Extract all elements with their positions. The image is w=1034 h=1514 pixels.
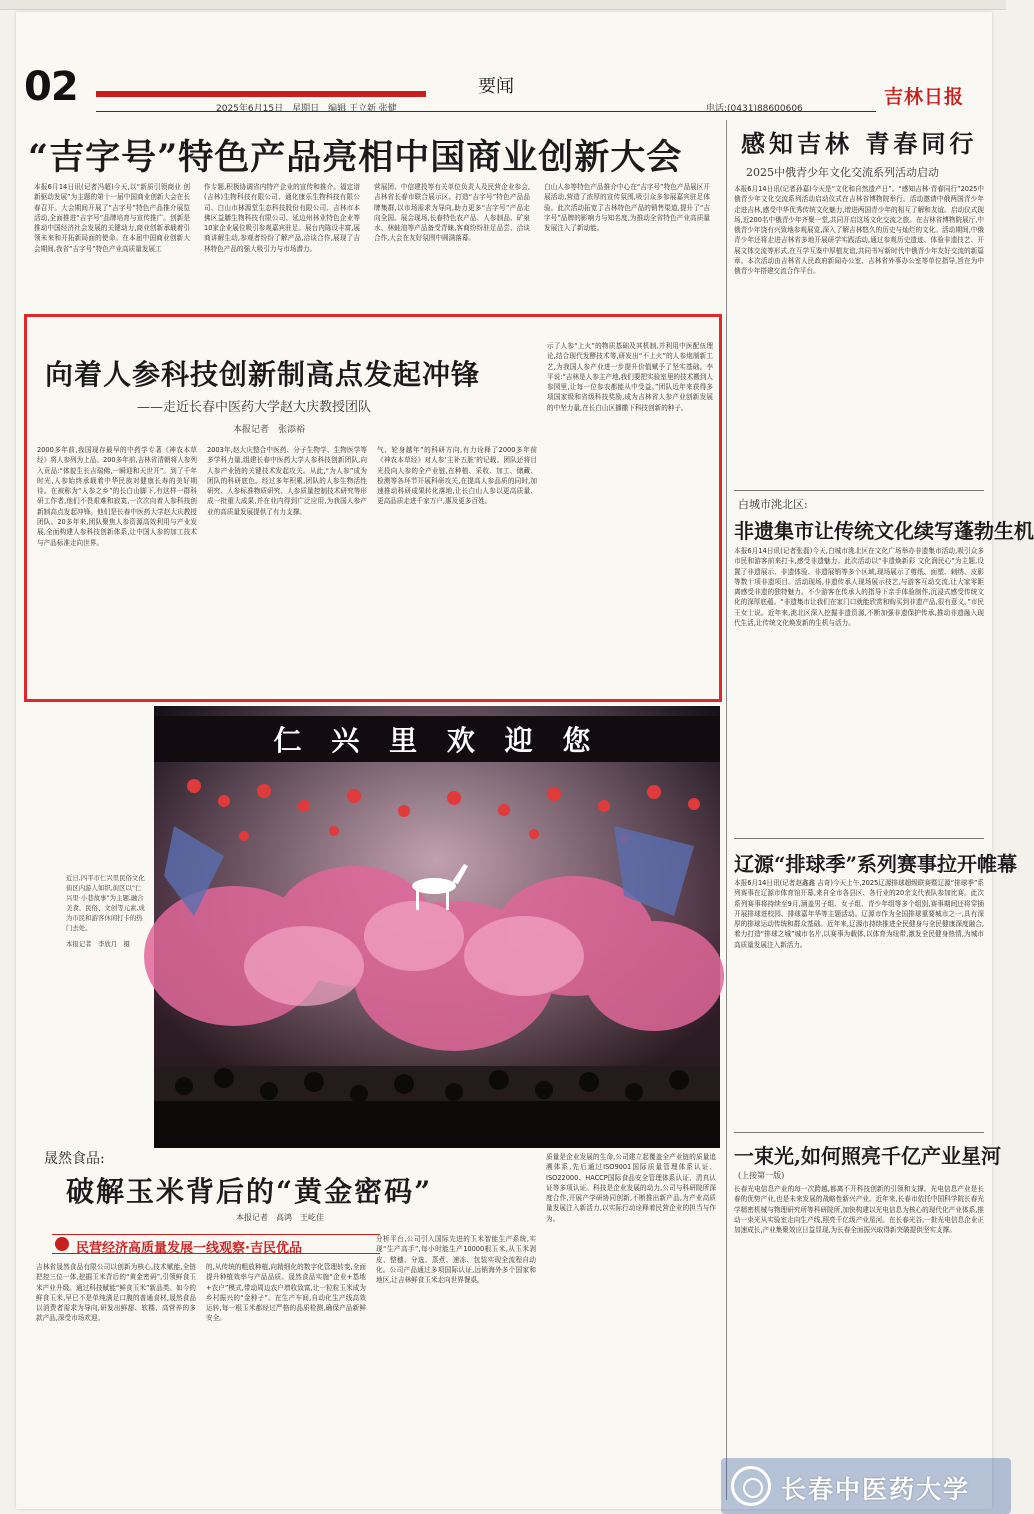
right-article-2-body: 本报6月14日讯(记者张磊)今天,白城市洮北区在文化广场举办非遗集市活动,吸引众多市民和游客前来打卡,感受非遗魅力。此次活动以“非遗焕新彩 文化润民心”为主题,设置了非遗展示、非遗体验、非遗展销等多个区域,现场展示了剪纸、面塑、刺绣、皮影等数十项非遗项目。活动现场,非遗传承人现场展示技艺,与游客互动交流,让大家零距离感受非遗的独特魅力。不少游客在传承人的指导下亲手体验制作,沉浸式感受传统文化的深厚底蕴。“非遗集市让我们在家门口就能欣赏和购买到非遗产品,很有意义。”市民王女士说。近年来,洮北区深入挖掘非遗资源,不断加强非遗保护传承,推动非遗融入现代生活,让传统文化焕发新的生机与活力。 <box>734 547 984 628</box>
lead-headline: “吉字号”特色产品亮相中国商业创新大会 <box>28 137 683 178</box>
column-banner <box>52 1234 380 1254</box>
right-article-3-body: 本报6月14日讯(记者赵鑫鑫 吉奇)今天上午,2025辽源排球超级联赛暨辽源“排球季”系列赛事在辽源市体育馆开幕,来自全市各县区、各行业的20余支代表队参加比赛。此次系列赛事将持续至9月,涵盖男子组、女子组、青少年组等多个组别,赛事期间还将穿插开展排球进校园、排球嘉年华等主题活动。辽源市作为全国排球重要城市之一,具有深厚的排球运动传统和群众基础。近年来,辽源市持续推进全民健身与全民健康深度融合,着力打造“排球之城”城市名片,以赛事为载体,以体育为纽带,激发全民健身热情,为城市高质量发展注入新活力。 <box>734 879 984 949</box>
university-seal-icon <box>731 1466 771 1506</box>
right-article-1-headline: 感知吉林 青春同行 <box>741 129 978 158</box>
lead-column-4: 白山人参等特色产品推介中心在“吉字号”特色产品展区开展活动,营造了浓厚的宣传氛围,吸引众多参展嘉宾驻足体验。此次活动拓宽了吉林特色产品的销售渠道,提升了“吉字号”品牌的影响力与知名度,为推动全省特色产业高质量发展注入了新动能。 <box>544 183 710 233</box>
bottom-byline: 本报记者 高鸿 王屹佳 <box>236 1213 324 1222</box>
bottom-column-1: 吉林省晟然食品有限公司以创新为核心,技术赋能,全链把控三位一体,挖掘玉米背后的“黄金密码”,引领鲜食玉米产业升级。通过科技赋能“鲜食玉米”新品类。如今的鲜食玉米,早已不是单纯满足口腹的普通食材,晟然食品以消费者需求为导向,研发出鲜甜、软糯、高营养的多款产品,深受市场欢迎。 <box>36 1263 196 1323</box>
banner-logo-icon <box>55 1237 69 1251</box>
right-article-3-headline: 辽源“排球季”系列赛事拉开帷幕 <box>734 852 1018 876</box>
feature-column-4: 示了人参“上火”的物质基础及其机制,并利用中医配伍理论,结合现代发酵技术等,研发出“不上火”的人参炮制新工艺,为我国人参产业进一步提升价值赋予了坚实基础。李平说:“吉林是人参主产地,我们要把实验室里的技术搬到人参园里,让每一位参农都能从中受益。”团队近年来获得多项国家级和省级科技奖励,成为吉林省人参产业创新发展的中坚力量,在长白山区播撒下科技创新的种子。 <box>547 342 713 412</box>
lead-column-2: 作专题,积极协调省内特产企业的宣传和推介。福定谱(吉林)生物科技有限公司、通化康乐生物科技有限公司、白山市林源堂生态科技股份有限公司、吉林市本佛区益膳生物科技有限公司、延边州林业特色企业等10家企业展位吸引参观嘉宾驻足。展台内陈设丰富,展商讲解生动,参观者纷纷了解产品,洽谈合作,展现了吉林特色产品的强大吸引力与市场潜力。 <box>204 183 360 253</box>
highlighted-article-frame <box>24 314 722 702</box>
lead-column-1: 本报6月14日讯(记者冯超)今天,以“新质引领商业 创新驱动发展”为主题的第十一届中国商业创新大会在长春召开。大会期间开展了“吉字号”特色产品推介展览活动,全面推进“吉字号”品牌培育与宣传推广。创新是推动中国经济社会发展的关键动力,商业创新承载着引领未来和开拓新局面的使命。在本届中国商业创新大会期间,我省“吉字号”特色产业高质量发展工 <box>34 183 190 253</box>
right-article-2-headline: 非遗集市让传统文化续写蓬勃生机 <box>734 519 1034 543</box>
banner-text: 民营经济高质量发展一线观察·吉民优品 <box>76 1241 302 1256</box>
photo-caption-text: 近日,四平市仁兴里民俗文化街区内游人如织,街区以“仁兴里·小巷故事”为主题,融合美食、民俗、文创等元素,成为市民和游客休闲打卡的热门去处。 <box>66 874 145 932</box>
dateline: 2025年6月15日 星期日 编辑 王立新 张健 <box>216 104 397 114</box>
street-night-photo <box>154 706 720 1148</box>
feature-column-1: 2000多年前,我国现存最早的中药学专著《神农本草经》将人参列为上品。200多年前,吉林省清朝将人参列入贡品:“体貌生长吉瑞佛,一瞬迎和天世开”。到了千年时光,人参始终承载着中华民族对健康长寿的美好期待。在被称为“人参之乡”的长白山脚下,有这样一群科研工作者,他们不畏艰难和寂寞,一次次向着人参科技创新制高点发起冲锋。他们是长春中医药大学赵大庆教授团队。20多年来,团队聚焦人参资源高效利用与产业发展,全面构建人参科技创新体系,让中国人参的加工技术与产品标准走向世界。 <box>37 446 197 547</box>
masthead-red-bar <box>96 91 426 97</box>
section-name: 要闻 <box>478 76 514 97</box>
newspaper-page <box>16 12 1034 1509</box>
right-rule-3 <box>734 1132 984 1133</box>
feature-byline: 本报记者 张添裕 <box>233 425 306 435</box>
sign-text: 仁 兴 里 欢 迎 您 <box>273 724 601 757</box>
right-article-4-body: 长春光电信息产业的每一次跨越,都离不开科技创新的引领和支撑。光电信息产业是长春的优势产业,也是未来发展的战略性新兴产业。近年来,长春市依托中国科学院长春光学精密机械与物理研究所等科研院所,加快构建以光电信息为核心的现代化产业体系,推动一束光从实验室走向生产线,照亮千亿级产业星河。在长春光谷,一批光电信息企业正加速成长,产业集聚效应日益显现,为长春全面振兴取得新突破提供坚实支撑。 <box>734 1185 984 1235</box>
feature-column-3: 气、轮身越年”的科研方向,有力诠释了2000多年前《神农本草经》对人参‘主补五脏’的记载。团队还将目光投向人参的全产业链,在种植、采收、加工、储藏、检测等各环节开展科研攻关,在提高人参品质的同时,加速推动科研成果转化落地,让长白山人参以更高质量、更高品质走进千家万户,惠及更多百姓。 <box>377 446 537 506</box>
feature-headline: 向着人参科技创新制高点发起冲锋 <box>45 358 481 391</box>
right-rule-2 <box>734 838 984 839</box>
photo-credit: 本报记者 李欣月 摄 <box>66 940 130 948</box>
bottom-column-2: 的,从传统的粗放种植,向精细化的数字化管理转变,全面提升种植效率与产品品质。晟然食品实施“企业+基地+农户”模式,带动周边农户增收致富,让一粒粒玉米成为乡村振兴的“金种子”。在生产车间,自动化生产线高效运转,每一根玉米都经过严格的品质检测,确保产品新鲜安全。 <box>206 1263 366 1323</box>
bottom-column-4: 质量是企业发展的生命,公司建立起覆盖全产业链的质量追溯体系,先后通过ISO9001国际质量管理体系认证、ISO22000、HACCP国际食品安全管理体系认证、清真认证等多项认证。科技是企业发展的动力,公司与科研院所深度合作,开展产学研协同创新,不断推出新产品,为产业高质量发展注入新活力,以实际行动诠释着民营企业的担当与作为。 <box>546 1153 716 1223</box>
right-rule-1 <box>734 490 984 491</box>
right-article-4-headline: 一束光,如何照亮千亿产业星河 <box>734 1144 1001 1168</box>
bottom-headline: 破解玉米背后的“黄金密码” <box>66 1175 433 1208</box>
watermark-text: 长春中医药大学 <box>781 1475 971 1504</box>
newspaper-logo: 吉林日报 <box>884 86 965 108</box>
right-article-4-kicker: (上接第一版) <box>738 1171 785 1180</box>
feature-column-2: 2003年,赵大庆整合中医药、分子生物学、生物医学等多学科力量,组建长春中医药大学人参科技创新团队,向人参产业链的关键技术发起攻关。从此,“为人参”成为团队的科研底色。经过多年积累,团队的人参生物活性研究、人参标准物质研究、人参质量控制技术研究等形成一批重大成果,并在业内得到广泛应用,为我国人参产业的高质量发展提供了有力支撑。 <box>207 446 367 516</box>
right-article-2-kicker: 白城市洮北区: <box>738 498 808 511</box>
browser-top-strip <box>0 0 1006 10</box>
bottom-column-3: 分析平台,公司引入国际先进的玉米智能生产系统,实现“生产高手”,每小时能生产10000根玉米,从玉米剥皮、整穗、分选、蒸煮、速冻、包装实现全流程自动化。公司产品通过多项国际认证,远销海外多个国家和地区,让吉林鲜食玉米走向世界餐桌。 <box>376 1235 536 1285</box>
right-article-1-body: 本报6月14日讯(记者孙嘉)今天是“文化和自然遗产日”。“感知吉林·青春同行”2025中俄青少年文化交流系列活动启动仪式在吉林省博物院举行。活动邀请中俄两国青少年走进吉林,感受中华优秀传统文化魅力,增进两国青少年的相互了解和友谊。启动仪式现场,近200名中俄青少年齐聚一堂,共同开启这场文化交流之旅。在吉林省博物院展厅,中俄青少年饶有兴致地参观展览,深入了解吉林悠久的历史与灿烂的文化。活动期间,中俄青少年还将走进吉林省多地开展研学实践活动,通过参观历史遗迹、体验非遗技艺、开展文体交流等形式,在互学互鉴中厚植友谊,共同书写新时代中俄青少年友好交流的新篇章。本次活动由吉林省人民政府新闻办公室、吉林省外事办公室等单位指导,旨在为中俄青少年搭建交流合作平台。 <box>734 185 984 276</box>
photo-caption <box>66 873 146 949</box>
bottom-kicker: 晟然食品: <box>44 1151 105 1167</box>
lead-column-3: 营展团、中信建投等有关单位负责人及民营企业参会,吉林省长春市联合展示区。打造“吉字号”特色产品品牌集群,以市场需求为导向,助力更多“吉字号”产品走向全国。展会现场,长春特色农产品、人参制品、矿泉水、林蛙油等产品备受青睐,客商纷纷驻足品尝、洽谈合作,大会在友好氛围中圆满落幕。 <box>374 183 530 243</box>
university-watermark <box>721 1458 1011 1514</box>
right-column-divider <box>726 120 727 1500</box>
phone-number: 电话:(0431)88600606 <box>706 104 803 114</box>
page-number: 02 <box>24 64 78 110</box>
feature-subtitle: ——走近长春中医药大学赵大庆教授团队 <box>137 400 372 415</box>
right-article-1-subtitle: 2025中俄青少年文化交流系列活动启动 <box>746 166 939 179</box>
